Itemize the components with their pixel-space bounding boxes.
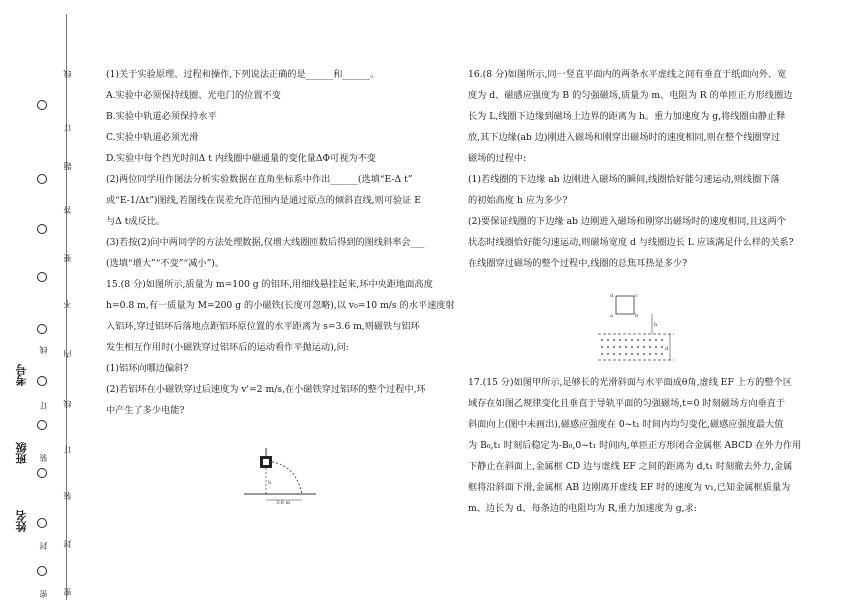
margin-mark: 密 xyxy=(63,588,72,596)
figure-16-label-b: b xyxy=(635,313,639,319)
question-17-stem: 斜面向上(图中未画出),磁感应强度在 0~t₁ 时间内均匀变化,磁感应强度最大值 xyxy=(468,419,784,430)
binding-hole xyxy=(37,518,47,528)
question-16-stem: 磁场的过程中: xyxy=(468,153,527,164)
binding-hole xyxy=(37,100,47,110)
margin-mark: 线 xyxy=(39,346,48,354)
exam-number-label: 考号 xyxy=(15,364,28,386)
question-15-stem: 15.(8 分)如图所示,质量为 m=100 g 的铝环,用细线悬挂起来,环中央距地面高度 xyxy=(106,279,433,290)
question-15-part-1: (1)铝环向哪边偏斜? xyxy=(106,363,189,374)
figure-16-label-d2: d xyxy=(665,346,669,352)
question-15-stem: h=0.8 m,有一质量为 M=200 g 的小磁铁(长度可忽略),以 v₀=10 m/s 的水平速度射 xyxy=(106,300,455,311)
question-16-part-2-cont: 在线圈穿过磁场的整个过程中,线圈的总焦耳热是多少? xyxy=(468,258,688,269)
question-16-stem: 度为 d、磁感应强度为 B 的匀强磁场,质量为 m、电阻为 R 的单匝正方形线圈边 xyxy=(468,90,793,101)
question-17-stem: 框将沿斜面下滑,金属框 AB 边刚离开虚线 EF 时的速度为 v₁,已知金属框质量为 xyxy=(468,482,791,493)
margin-mark: 内 xyxy=(63,350,72,358)
question-17-stem: 域存在如图乙规律变化且垂直于导轨平面的匀强磁场,t=0 时刻磁场方向垂直于 xyxy=(468,398,786,409)
question-17-stem: 17.(15 分)如图甲所示,足够长的光滑斜面与水平面成θ角,虚线 EF 上方的整个区 xyxy=(468,377,792,388)
question-14-part-2-cont: 与Δ t成反比。 xyxy=(106,216,166,227)
question-16-part-1-cont: 的初始高度 h 应为多少? xyxy=(468,195,568,206)
question-16-stem: 放,其下边缘(ab 边)刚进入磁场和刚穿出磁场时的速度相同,则在整个线圈穿过 xyxy=(468,132,781,143)
margin-mark: 订 xyxy=(39,402,48,410)
option-b: B.实验中轨道必须保持水平 xyxy=(106,111,217,122)
question-16-part-2-cont: 状态时线圈恰好能匀速运动,则磁场宽度 d 与线圈边长 L 应该满足什么样的关系? xyxy=(468,237,794,248)
margin-mark: 封 xyxy=(63,540,72,548)
binding-hole xyxy=(37,376,47,386)
question-16-part-1: (1)若线圈的下边缘 ab 边刚进入磁场的瞬间,线圈恰好能匀速运动,则线圈下落 xyxy=(468,174,780,185)
margin-mark: 答 xyxy=(63,206,72,214)
figure-16-label-a: a xyxy=(610,313,613,319)
binding-hole xyxy=(37,324,47,334)
margin-mark: 线 xyxy=(63,70,72,78)
right-column-17 xyxy=(468,372,801,519)
margin-mark: 要 xyxy=(63,254,72,262)
question-15-stem: 入铝环,穿过铝环后落地点距铝环原位置的水平距离为 s=3.6 m,则磁铁与铝环 xyxy=(106,321,420,332)
question-17-stem: 下静止在斜面上,金属框 CD 边与虚线 EF 之间的距离为 d,t₁ 时刻撤去外力,金属 xyxy=(468,461,793,472)
question-15-stem: 发生相互作用时(小磁铁穿过铝环后的运动看作平抛运动),问: xyxy=(106,342,349,353)
question-14-part-3-cont: (选填“增大”“不变”“减小”)。 xyxy=(106,258,225,269)
margin-mark: 线 xyxy=(63,400,72,408)
option-d: D.实验中每个挡光时间Δ t 内线圈中磁通量的变化量ΔΦ可视为不变 xyxy=(106,153,376,164)
question-14-part-1: (1)关于实验原理、过程和操作,下列说法正确的是______和______。 xyxy=(106,69,380,80)
question-17-stem: m、边长为 d、每条边的电阻均为 R,重力加速度为 g,求: xyxy=(468,503,697,514)
question-15-part-2: (2)若铝环在小磁铁穿过后速度为 v'=2 m/s,在小磁铁穿过铝环的整个过程中,环 xyxy=(106,384,426,395)
figure-15-diagram xyxy=(238,446,318,508)
option-c: C.实验中轨道必须光滑 xyxy=(106,132,199,143)
figure-16-diagram xyxy=(594,290,678,366)
left-column xyxy=(106,64,455,421)
margin-mark: 订 xyxy=(63,446,72,454)
class-label: 班级 xyxy=(15,442,28,464)
margin-mark: 装 xyxy=(63,492,72,500)
figure-15-label-s: 3.6 m xyxy=(276,500,291,506)
question-14-part-2-cont: 或“E-1/Δt”)图线,若图线在误差允许范围内是通过原点的倾斜直线,则可验证 E xyxy=(106,195,421,206)
question-16-stem: 16.(8 分)如图所示,同一竖直平面内的两条水平虚线之间有垂直于纸面向外、宽 xyxy=(468,69,787,80)
binding-hole xyxy=(37,420,47,430)
name-label: 姓名 xyxy=(15,510,28,532)
question-14-part-2: (2)两位同学用作图法分析实验数据在直角坐标系中作出______(选填“E-Δ t” xyxy=(106,174,413,185)
figure-16-label-c: c xyxy=(635,293,638,299)
binding-hole xyxy=(37,566,47,576)
binding-hole xyxy=(37,174,47,184)
margin-mark: 不 xyxy=(63,300,72,308)
question-16-part-2: (2)要保证线圈的下边缘 ab 边刚进入磁场和刚穿出磁场时的速度相同,且这两个 xyxy=(468,216,786,227)
question-17-stem: 为 B₀,t₁ 时刻后稳定为-B₀,0~t₁ 时间内,单匝正方形闭合金属框 ABCD 在外力作用 xyxy=(468,440,802,451)
figure-16-label-d: d xyxy=(610,293,614,299)
binding-hole xyxy=(37,224,47,234)
margin-mark: 密 xyxy=(39,590,48,598)
binding-hole xyxy=(37,468,47,478)
question-14-part-3: (3)若按(2)问中两同学的方法处理数据,仅增大线圈匝数后得到的图线斜率会___ xyxy=(106,237,425,248)
question-16-stem: 长为 L,线圈下边缘到磁场上边界的距离为 h。重力加速度为 g,将线圈由静止释 xyxy=(468,111,786,122)
binding-hole xyxy=(37,272,47,282)
margin-mark: 封 xyxy=(39,542,48,550)
margin-mark: 题 xyxy=(63,162,72,170)
right-column-16 xyxy=(468,64,794,274)
margin-mark: 装 xyxy=(39,454,48,462)
figure-15-label-h: h xyxy=(268,480,272,486)
option-a: A.实验中必须保持线圈、光电门的位置不变 xyxy=(106,90,281,101)
margin-mark: 订 xyxy=(63,124,72,132)
figure-16-label-h: h xyxy=(654,322,658,328)
question-15-part-2-cont: 中产生了多少电能? xyxy=(106,405,185,416)
